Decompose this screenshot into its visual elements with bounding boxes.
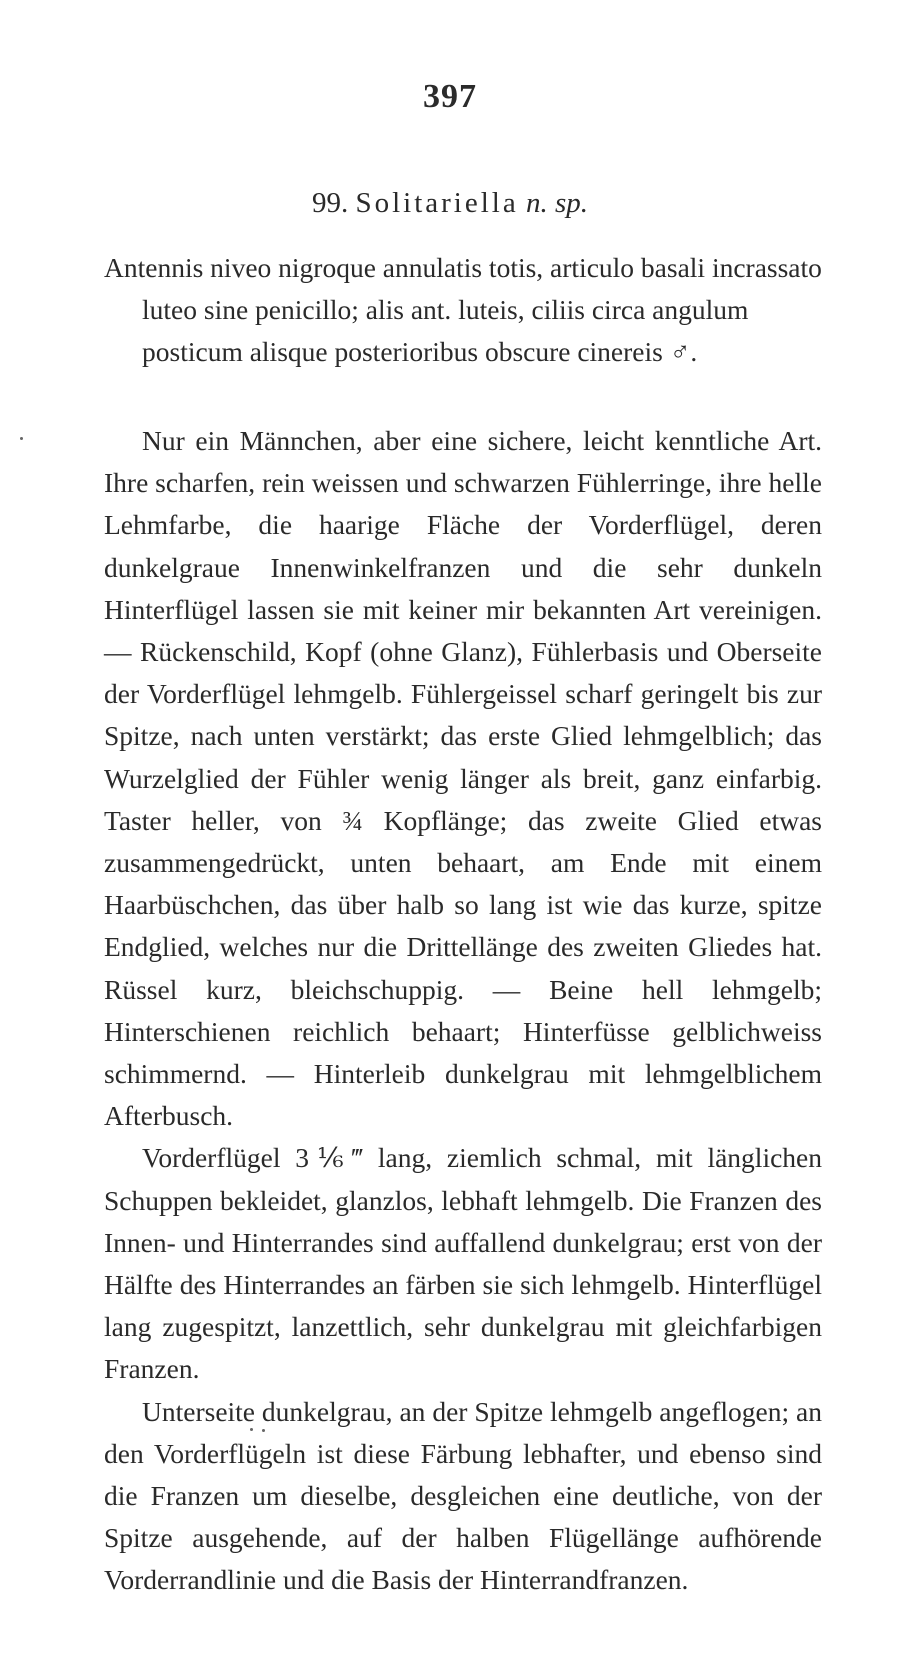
print-speck bbox=[20, 437, 23, 440]
paragraph-description: Nur ein Männchen, aber eine sichere, leicht kenntliche Art. Ihre scharfen, rein weissen und schwarzen Fühlerringe, ihre helle Lehmfarbe, die haarige Fläche der Vorderflügel, deren dunkelgraue Innenwinkelfranzen und die sehr dunkeln Hinterflügel lassen sie mit keiner mir bekannten Art vereinigen. — Rückenschild, Kopf (ohne Glanz), Fühlerbasis und Oberseite der Vorderflügel lehmgelb. Fühlergeissel scharf geringelt bis zur Spitze, nach unten verstärkt; das erste Glied lehmgelblich; das Wurzelglied der Fühler wenig länger als breit, ganz einfarbig. Taster heller, von ¾ Kopflänge; das zweite Glied etwas zusammengedrückt, unten behaart, am Ende mit einem Haarbüschchen, das über halb so lang ist wie das kurze, spitze Endglied, welches nur die Drittellänge des zweiten Gliedes hat. Rüssel kurz, bleichschuppig. — Beine hell lehmgelb; Hinterschienen reichlich behaart; Hinterfüsse gelblichweiss schimmernd. — Hinterleib dunkelgrau mit lehmgelblichem Afterbusch. bbox=[104, 425, 822, 1132]
print-speck bbox=[250, 1428, 253, 1431]
page-number: 397 bbox=[423, 78, 477, 115]
diagnosis-text: Antennis niveo nigroque annulatis totis, articulo basali incrassato luteo sine penicillo; alis ant. luteis, ciliis circa angulum posticum alisque posterioribus obscure cinereis ♂. bbox=[104, 252, 822, 367]
species-number: 99. bbox=[311, 187, 349, 219]
print-speck bbox=[262, 1429, 265, 1432]
species-name: Solitariella bbox=[355, 187, 519, 219]
description-body bbox=[104, 420, 822, 1602]
paragraph-underside: Unterseite dunkelgrau, an der Spitze lehmgelb angeflogen; an den Vorderflügeln ist diese Färbung lebhafter, und ebenso sind die Franzen um dieselbe, desgleichen eine deutliche, von der Spitze ausgehende, auf der halben Flügellänge aufhörende Vorderrandlinie und die Basis der Hinterrandfranzen. bbox=[104, 1395, 822, 1596]
paragraph-forewing: Vorderflügel 3⅙‴ lang, ziemlich schmal, mit länglichen Schuppen bekleidet, glanzlos, lebhaft lehmgelb. Die Franzen des Innen- und Hinterrandes sind auffallend dunkelgrau; erst von der Hälfte des Hinterrandes an färben sie sich lehmgelb. Hinterflügel lang zugespitzt, lanzettlich, sehr dunkelgrau mit gleichfarbigen Franzen. bbox=[104, 1142, 822, 1385]
species-heading bbox=[0, 187, 900, 220]
latin-diagnosis bbox=[104, 247, 822, 373]
species-suffix: n. sp. bbox=[525, 187, 589, 219]
